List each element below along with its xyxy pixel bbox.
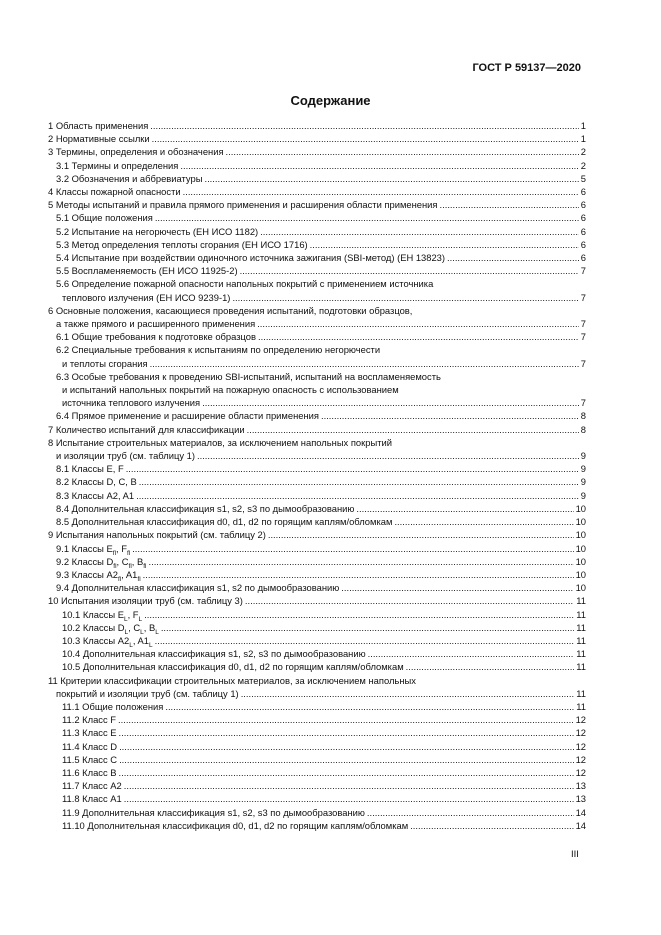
toc-entry[interactable]: 10.1 Классы $E_L$, $F_L$ ..... 11 bbox=[48, 608, 586, 621]
toc-entry[interactable]: 5.6 Определение пожарной опасности напольных покрытий с применением источника bbox=[56, 278, 434, 290]
toc-entry[interactable]: 11.1 Общие положения ..... 11 bbox=[48, 700, 586, 713]
toc-entry[interactable]: 5 Методы испытаний и правила прямого применения и расширения области применения ..... 6 bbox=[48, 198, 586, 211]
toc-entry-continuation[interactable]: теплового излучения (ЕН ИСО 9239-1) ..... 7 bbox=[48, 291, 586, 304]
toc-entry[interactable]: 8.1 Классы E, F ..... 9 bbox=[48, 462, 586, 475]
toc-entry[interactable]: 5.1 Общие положения ..... 6 bbox=[48, 211, 586, 224]
toc-entry-continuation[interactable]: покрытий и изоляции труб (см. таблицу 1) ..... 11 bbox=[48, 687, 586, 700]
toc-entry[interactable]: 11.5 Класс C ..... 12 bbox=[48, 753, 586, 766]
toc-entry[interactable]: 8.4 Дополнительная классификация s1, s2, s3 по дымообразованию ..... 10 bbox=[48, 502, 586, 515]
toc-entry[interactable]: 8.2 Классы D, C, B ..... 9 bbox=[48, 475, 586, 488]
toc-entry[interactable]: 5.4 Испытание при воздействии одиночного источника зажигания (SBI-метод) (ЕН 13823) ..... 6 bbox=[48, 251, 586, 264]
toc-entry[interactable]: 10.4 Дополнительная классификация s1, s2, s3 по дымообразованию ..... 11 bbox=[48, 647, 586, 660]
toc-entry-continuation[interactable]: и изоляции труб (см. таблицу 1) ..... 9 bbox=[48, 449, 586, 462]
toc-entry[interactable]: 9.4 Дополнительная классификация s1, s2 по дымообразованию ..... 10 bbox=[48, 581, 586, 594]
toc-entry[interactable]: 6.4 Прямое применение и расширение области применения ..... 8 bbox=[48, 409, 586, 422]
toc-entry[interactable]: 11.10 Дополнительная классификация d0, d1, d2 по горящим каплям/обломкам ..... 14 bbox=[48, 819, 586, 832]
toc-entry[interactable]: 6.1 Общие требования к подготовке образцов ..... 7 bbox=[48, 330, 586, 343]
toc-entry[interactable]: 10.2 Классы $D_L$, $C_L$, $B_L$ ..... 11 bbox=[48, 621, 586, 634]
document-header: ГОСТ Р 59137—2020 bbox=[472, 62, 581, 74]
toc-entry[interactable]: 9.1 Классы $E_{fl}$, $F_{fl}$ ..... 10 bbox=[48, 542, 586, 555]
toc-entry[interactable]: 11.3 Класс E ..... 12 bbox=[48, 726, 586, 739]
page-number: III bbox=[571, 849, 579, 860]
toc-entry[interactable]: 3 Термины, определения и обозначения ..... 2 bbox=[48, 145, 586, 158]
toc-entry[interactable]: 9 Испытания напольных покрытий (см. таблицу 2) ..... 10 bbox=[48, 528, 586, 541]
toc-entry[interactable]: 5.3 Метод определения теплоты сгорания (ЕН ИСО 1716) ..... 6 bbox=[48, 238, 586, 251]
toc-entry[interactable]: 4 Классы пожарной опасности ..... 6 bbox=[48, 185, 586, 198]
toc-entry-continuation[interactable]: а также прямого и расширенного применения ..... 7 bbox=[48, 317, 586, 330]
toc-entry[interactable]: 10 Испытания изоляции труб (см. таблицу 3) ..... 11 bbox=[48, 594, 586, 607]
toc-entry[interactable]: 3.2 Обозначения и аббревиатуры ..... 5 bbox=[48, 172, 586, 185]
toc-entry[interactable]: 9.2 Классы $D_{fl}$, $C_{fl}$, $B_{fl}$ ..... 10 bbox=[48, 555, 586, 568]
toc-entry[interactable]: 11.7 Класс A2 ..... 13 bbox=[48, 779, 586, 792]
toc-entry[interactable]: 6 Основные положения, касающиеся проведения испытаний, подготовки образцов, bbox=[48, 304, 413, 316]
toc-entry-continuation[interactable]: источника теплового излучения ..... 7 bbox=[48, 396, 586, 409]
toc-entry[interactable]: 11.4 Класс D ..... 12 bbox=[48, 740, 586, 753]
toc-entry[interactable]: 11.8 Класс A1 ..... 13 bbox=[48, 792, 586, 805]
toc-entry[interactable]: 5.2 Испытание на негорючесть (ЕН ИСО 1182) ..... 6 bbox=[48, 225, 586, 238]
toc-entry[interactable]: 5.5 Воспламеняемость (ЕН ИСО 11925-2) ..... 7 bbox=[48, 264, 586, 277]
toc-entry[interactable]: 6.2 Специальные требования к испытаниям по определению негорючести bbox=[56, 344, 381, 356]
toc-entry[interactable]: 3.1 Термины и определения ..... 2 bbox=[48, 159, 586, 172]
toc-entry[interactable]: 2 Нормативные ссылки ..... 1 bbox=[48, 132, 586, 145]
toc-entry[interactable]: 7 Количество испытаний для классификации ..... 8 bbox=[48, 423, 586, 436]
toc-entry[interactable]: 11 Критерии классификации строительных материалов, за исключением напольных bbox=[48, 674, 416, 686]
toc-entry[interactable]: 11.6 Класс B ..... 12 bbox=[48, 766, 586, 779]
toc-entry-continuation[interactable]: и испытаний напольных покрытий на пожарную опасность с использованием bbox=[62, 384, 399, 396]
page-title: Содержание bbox=[290, 93, 371, 108]
toc-entry[interactable]: 6.3 Особые требования к проведению SBI-испытаний, испытаний на воспламеняемость bbox=[56, 370, 441, 382]
toc-entry[interactable]: 8.3 Классы A2, A1 ..... 9 bbox=[48, 489, 586, 502]
toc-entry[interactable]: 11.2 Класс F ..... 12 bbox=[48, 713, 586, 726]
toc-entry[interactable]: 1 Область применения ..... 1 bbox=[48, 119, 586, 132]
toc-entry[interactable]: 10.3 Классы $A2_L$, $A1_L$ ..... 11 bbox=[48, 634, 586, 647]
toc-entry[interactable]: 8.5 Дополнительная классификация d0, d1, d2 по горящим каплям/обломкам ..... 10 bbox=[48, 515, 586, 528]
table-of-contents bbox=[48, 119, 586, 832]
toc-entry[interactable]: 9.3 Классы $A2_{fl}$, $A1_{fl}$ ..... 10 bbox=[48, 568, 586, 581]
toc-entry-continuation[interactable]: и теплоты сгорания ..... 7 bbox=[48, 357, 586, 370]
toc-entry[interactable]: 11.9 Дополнительная классификация s1, s2, s3 по дымообразованию ..... 14 bbox=[48, 806, 586, 819]
toc-entry[interactable]: 10.5 Дополнительная классификация d0, d1, d2 по горящим каплям/обломкам ..... 11 bbox=[48, 660, 586, 673]
toc-entry[interactable]: 8 Испытание строительных материалов, за исключением напольных покрытий bbox=[48, 436, 392, 448]
